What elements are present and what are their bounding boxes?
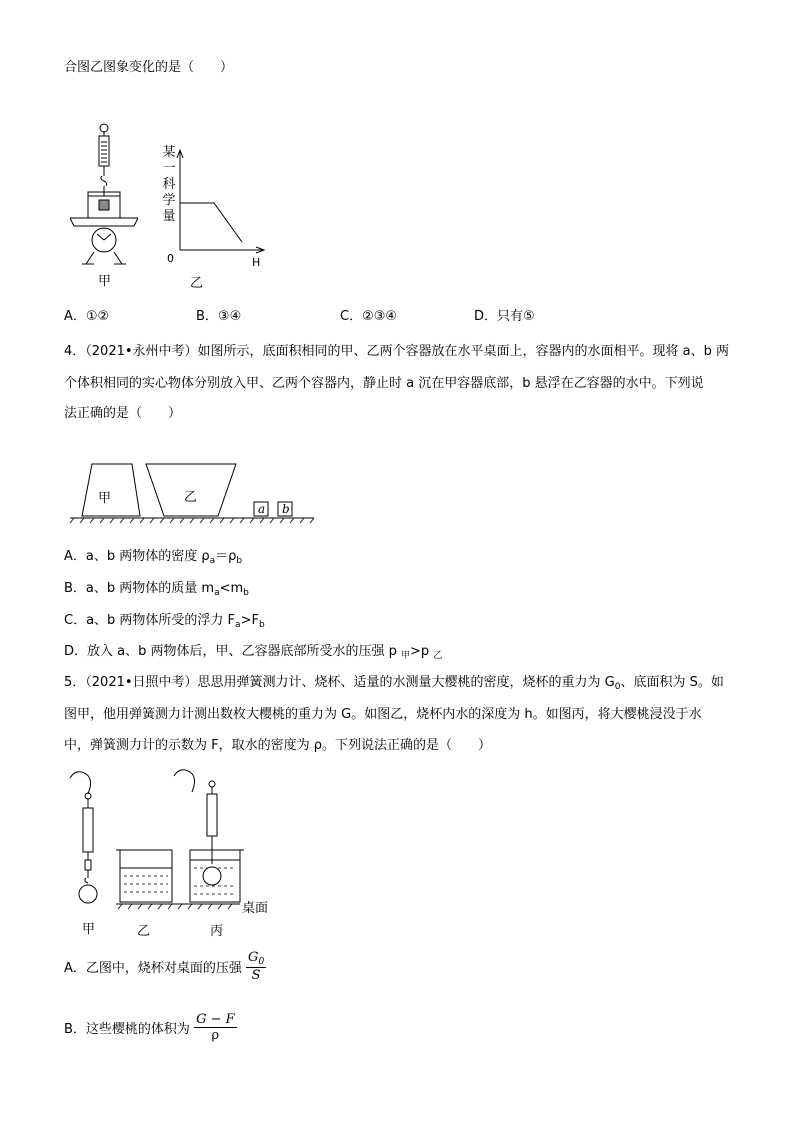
option-b: B．③④ [196,309,242,324]
q4-stem-line2: 个体积相同的实心物体分别放入甲、乙两个容器内，静止时 a 沉在甲容器底部，b 悬浮在乙容器的水中。下列说 [64,376,704,391]
fraction-g-minus-f-over-rho: $\frac{G - F}{\rho}$ [196,1012,235,1043]
hand-bing [174,770,195,792]
beaker-yi [120,850,172,902]
question-stem-continuation: 合图乙图象变化的是（ ） [64,60,234,75]
graph-curve [180,203,242,242]
q5-option-a: A．乙图中，烧杯对桌面的压强 $\frac{G_0}{S}$ [64,950,265,983]
figure-label-yi-q5: 乙 [137,924,151,939]
q4-option-d: D．放入 a、b 两物体后，甲、乙容器底部所受水的压强 p $_甲$>p $_乙$ [64,644,443,661]
object-label-a: a [258,502,266,516]
cherries-jia [79,885,97,903]
figure-label-jia-q5: 甲 [82,922,96,937]
q4-stem-line3: 法正确的是（ ） [64,406,182,421]
hand-jia [70,772,91,794]
spring-scale-bing [207,794,217,836]
figure-q5-cherries [64,764,274,914]
q4-option-a: A．a、b 两物体的密度 $\rho_a=\rho_b$ [64,549,243,566]
option-d: D．只有⑤ [474,309,535,324]
figure-label-yi: 乙 [190,276,204,291]
q5-option-b: B．这些樱桃的体积为 $\frac{G - F}{\rho}$ [64,1012,235,1043]
figure-label-jia: 甲 [98,274,112,289]
figure-label-bing-q5: 丙 [210,924,224,939]
q5-stem-line2: 图甲，他用弹簧测力计测出数枚大樱桃的重力为 G。如图乙，烧杯内水的深度为 h。如图丙，将大樱桃浸没于水 [64,707,702,722]
q4-option-b: B．a、b 两物体的质量 $m_a<m_b$ [64,581,249,598]
figure-q3-jia [64,118,154,268]
q4-stem-line1: 4．（2021•永州中考）如图所示，底面积相同的甲、乙两个容器放在水平桌面上，容器内的水面相平。现将 a、b 两 [64,344,730,359]
q4-option-c: C．a、b 两物体所受的浮力 $F_a>F_b$ [64,613,265,630]
graph-x-axis-label: H [252,256,261,269]
figure-q3-yi-graph [172,140,272,260]
object-label-b: b [282,502,290,516]
spring-scale-jia [83,808,93,852]
fraction-g0-over-s: $\frac{G_0}{S}$ [248,950,265,983]
q5-stem-line1: 5．（2021•日照中考）思思用弹簧测力计、烧杯、适量的水测量大樱桃的密度，烧杯的重力为 $G_0$、底面积为 S。如 [64,675,724,692]
desk-label: 桌面 [242,901,269,916]
container-label-yi: 乙 [184,490,198,505]
option-c: C．②③④ [340,309,398,324]
q5-stem-line3: 中，弹簧测力计的示数为 F，取水的密度为 ρ。下列说法正确的是（ ） [64,738,491,753]
option-a: A．①② [64,309,110,324]
container-label-jia: 甲 [98,491,112,506]
cherries-bing [203,867,221,885]
graph-origin: 0 [167,252,174,265]
graph-y-axis-label: 某 一 科 学 量 [162,145,176,224]
